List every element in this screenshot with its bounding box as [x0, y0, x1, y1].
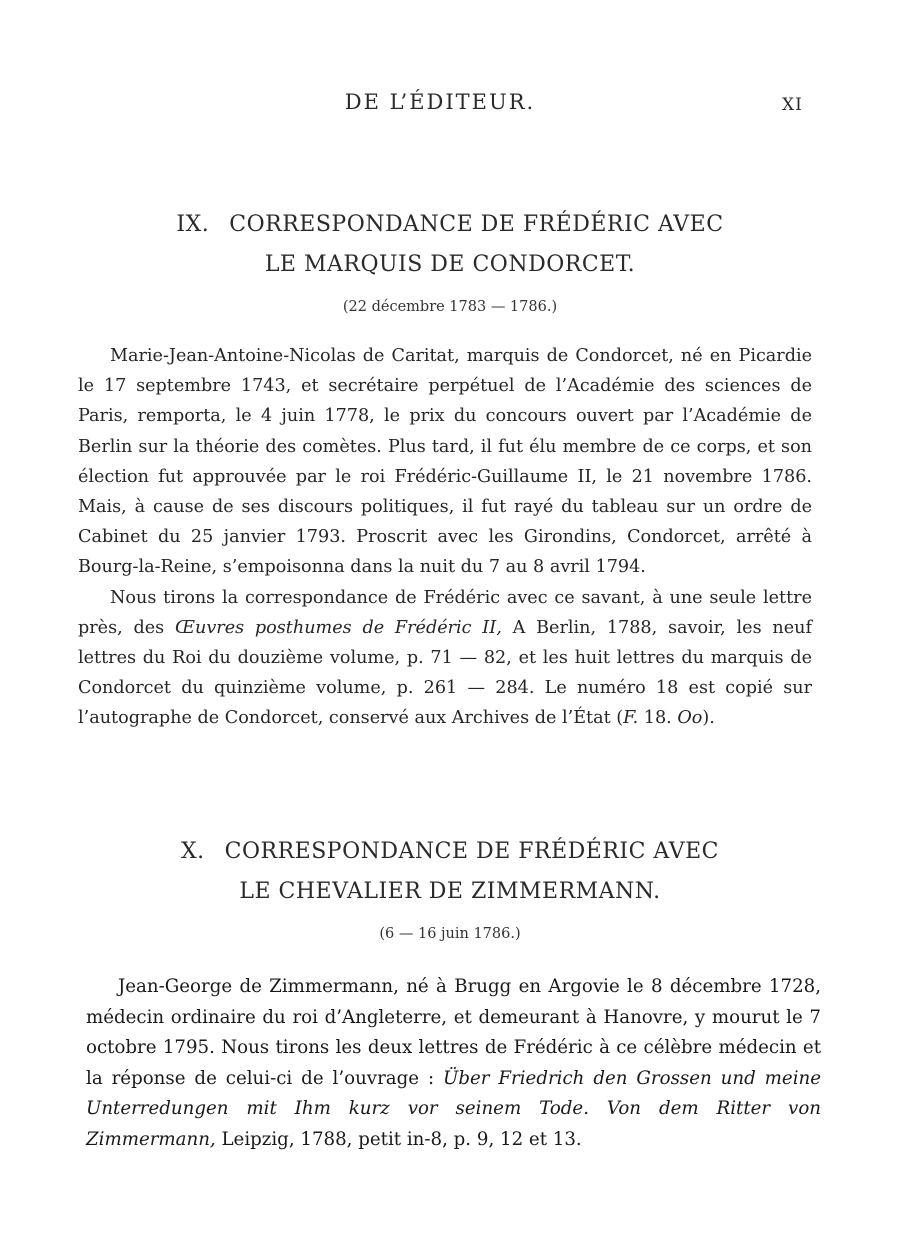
section-x-numeral: X. [181, 839, 205, 864]
paragraph-2-text-a: Nous tirons la correspondance de Frédéric avec ce savant, à une seule lettre près, des [78, 587, 812, 638]
running-head [0, 90, 900, 120]
section-x-heading [0, 832, 900, 942]
section-x-text-a: Jean-George de Zimmermann, né à Brugg en Argovie le 8 décembre 1728, médecin ordinaire du roi d’Angleterre, et demeurant à Hanovre, y mourut le 7 octobre 1795. Nous tirons les deux lettres de Frédéric à ce célèbre médecin et la réponse de celui-ci de l’ouvrage : [86, 976, 821, 1089]
section-ix-title [0, 205, 900, 285]
section-x-title [0, 832, 900, 912]
section-ix-title-line1: CORRESPONDANCE DE FRÉDÉRIC AVEC [229, 212, 724, 237]
section-ix-title-line2: LE MARQUIS DE CONDORCET. [264, 252, 636, 277]
section-x-title-line2: LE CHEVALIER DE ZIMMERMANN. [239, 879, 661, 904]
archive-ref-number: 18. [638, 708, 678, 729]
section-x-body [86, 972, 821, 1155]
section-ix-heading [0, 205, 900, 315]
section-ix-numeral: IX. [176, 212, 210, 237]
paragraph-2-text-b: A Berlin, 1788, savoir, les neuf lettres du Roi du douzième volume, p. 71 — 82, et les huit lettres du marquis de Condorcet du quinzième volume, p. 261 — 284. Le numéro 18 est copié sur l’autographe de Condorcet, conservé aux Archives de l’État ( [78, 617, 812, 729]
section-ix-dates: (22 décembre 1783 — 1786.) [342, 299, 558, 315]
section-ix-paragraph-1: Marie-Jean-Antoine-Nicolas de Caritat, marquis de Condorcet, né en Picardie le 17 septembre 1743, et secrétaire perpétuel de l’Académie des sciences de Paris, remporta, le 4 juin 1778, le prix du concours ouvert par l’Académie de Berlin sur la théorie des comètes. Plus tard, il fut élu membre de ce corps, et son élection fut approuvée par le roi Frédéric-Guillaume II, le 21 novembre 1786. Mais, à cause de ses discours politiques, il fut rayé du tableau sur un ordre de Cabinet du 25 janvier 1793. Proscrit avec les Girondins, Condorcet, arrêté à Bourg-la-Reine, s’empoisonna dans la nuit du 7 au 8 avril 1794. [78, 346, 812, 578]
archive-ref-oo: Oo [677, 708, 703, 729]
archive-ref-f: F. [623, 708, 639, 729]
section-ix-paragraph-2 [78, 583, 812, 734]
section-x-paragraph [86, 972, 821, 1155]
work-title-oeuvres-posthumes: Œuvres posthumes de Frédéric II, [175, 617, 502, 638]
work-title-zimmermann: Über Friedrich den Grossen und meine Unterredungen mit Ihm kurz vor seinem Tode. Von dem Ritter von Zimmermann, [86, 1067, 821, 1150]
section-x-title-line1: CORRESPONDANCE DE FRÉDÉRIC AVEC [224, 839, 719, 864]
page-number: XI [782, 95, 803, 115]
section-x-text-b: Leipzig, 1788, petit in-8, p. 9, 12 et 13. [215, 1128, 582, 1150]
section-ix-body [78, 341, 812, 734]
running-title: DE L’ÉDITEUR. [344, 90, 536, 114]
paragraph-2-end: ). [702, 708, 715, 729]
section-x-dates: (6 — 16 juin 1786.) [379, 926, 521, 942]
